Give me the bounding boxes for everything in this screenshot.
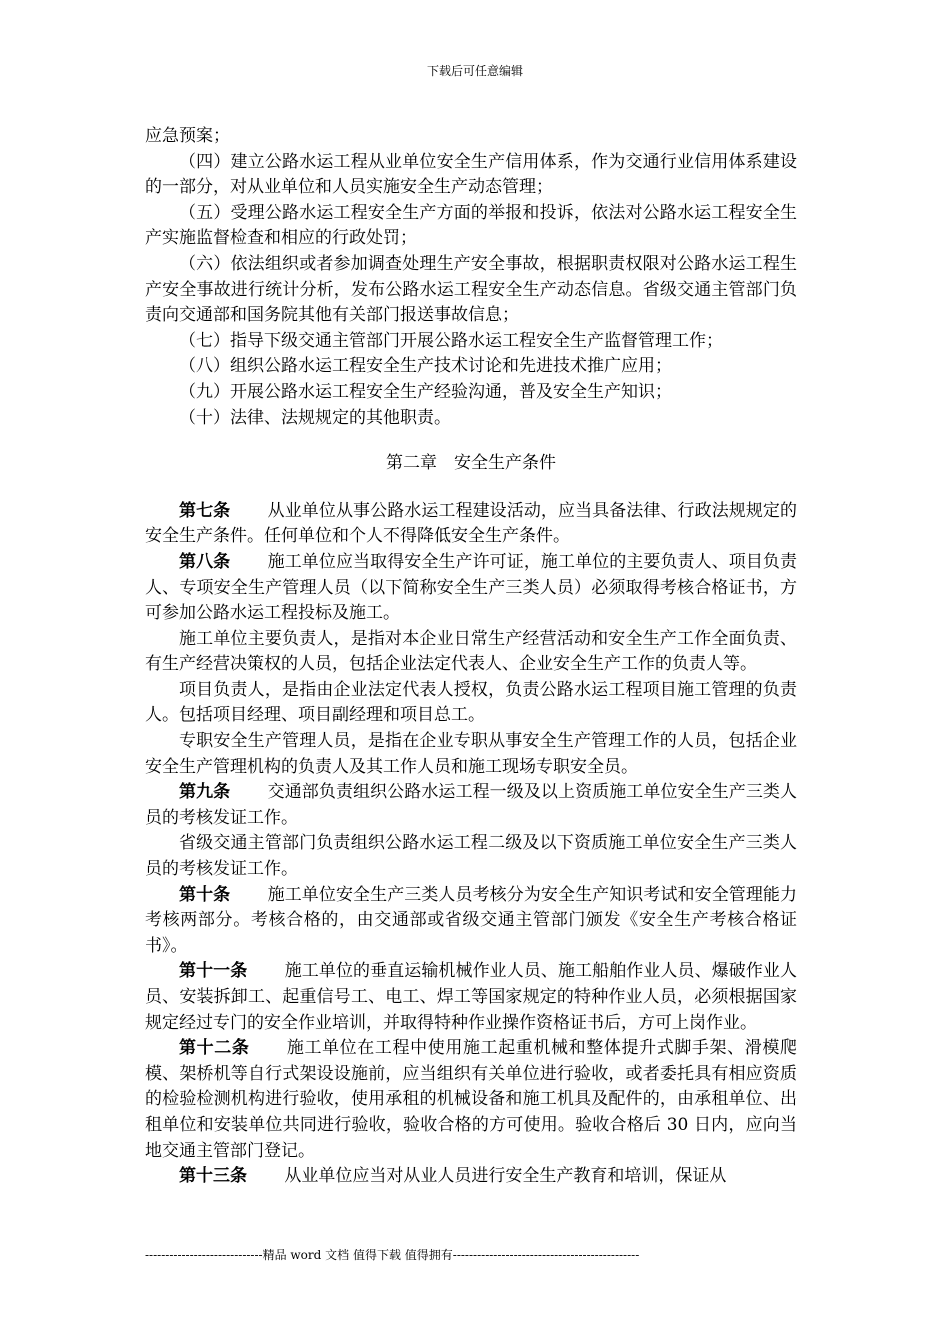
article-label: 第七条: [179, 500, 231, 521]
paragraph: （六）依法组织或者参加调查处理生产安全事故，根据职责权限对公路水运工程生产安全事故进行统计分析，发布公路水运工程安全生产动态信息。省级交通主管部门负责向交通部和国务院其他有关部门报送事故信息；: [145, 253, 797, 326]
article-text: 施工单位在工程中使用施工起重机械和整体提升式脚手架、滑模爬模、架桥机等自行式架设设施前，应当组织有关单位进行验收，或者委托具有相应资质的检验检测机构进行验收，使用承租的机械设备和施工机具及配件的，由承租单位、出租单位和安装单位共同进行验收，验收合格的方可使用。验收合格后 30 日内，应向当地交通主管部门登记。: [145, 1038, 798, 1161]
article-text: 从业单位从事公路水运工程建设活动，应当具备法律、行政法规规定的安全生产条件。任何单位和个人不得降低安全生产条件。: [145, 500, 798, 547]
page-footer: -----------------------------精品 word 文档 值得下载 值得拥有----------------------------------------------: [145, 1248, 640, 1262]
article-paragraph: 施工单位主要负责人，是指对本企业日常生产经营活动和安全生产工作全面负责、有生产经营决策权的人员，包括企业法定代表人、企业安全生产工作的负责人等。: [145, 628, 797, 675]
article-paragraph: [145, 499, 797, 550]
document-body: [145, 124, 797, 1190]
paragraph: （七）指导下级交通主管部门开展公路水运工程安全生产监督管理工作；: [179, 330, 723, 351]
article-paragraph: [145, 1164, 797, 1190]
article-label: 第九条: [179, 782, 231, 803]
article-text: 施工单位应当取得安全生产许可证，施工单位的主要负责人、项目负责人、专项安全生产管理人员（以下简称安全生产三类人员）必须取得考核合格证书，方可参加公路水运工程投标及施工。: [145, 551, 798, 624]
article-label: 第十二条: [179, 1038, 250, 1059]
paragraph: （十）法律、法规规定的其他职责。: [179, 407, 451, 428]
paragraph: 应急预案；: [145, 126, 230, 146]
article-paragraph: [145, 883, 797, 960]
page-header: 下载后可任意编辑: [426, 64, 523, 78]
article-paragraph: [145, 780, 797, 831]
article-paragraph: 专职安全生产管理人员，是指在企业专职从事安全生产管理工作的人员，包括企业安全生产管理机构的负责人及其工作人员和施工现场专职安全员。: [145, 731, 797, 777]
paragraph: （八）组织公路水运工程安全生产技术讨论和先进技术推广应用；: [179, 356, 672, 377]
article-paragraph: [145, 959, 797, 1036]
article-label: 第八条: [179, 551, 231, 572]
article-text: 从业单位应当对从业人员进行安全生产教育和培训，保证从: [284, 1166, 727, 1187]
article-label: 第十条: [179, 884, 231, 905]
article-paragraph: 省级交通主管部门负责组织公路水运工程二级及以下资质施工单位安全生产三类人员的考核发证工作。: [145, 833, 797, 880]
article-label: 第十一条: [179, 961, 248, 982]
article-text: 施工单位安全生产三类人员考核分为安全生产知识考试和安全管理能力考核两部分。考核合格的，由交通部或省级交通主管部门颁发《安全生产考核合格证书》。: [145, 884, 798, 956]
article-paragraph: [145, 550, 797, 627]
article-label: 第十三条: [179, 1166, 247, 1187]
paragraph: （九）开展公路水运工程安全生产经验沟通，普及安全生产知识；: [179, 381, 672, 402]
paragraph: （五）受理公路水运工程安全生产方面的举报和投诉，依法对公路水运工程安全生产实施监督检查和相应的行政处罚；: [145, 202, 797, 249]
article-text: 施工单位的垂直运输机械作业人员、施工船舶作业人员、爆破作业人员、安装拆卸工、起重信号工、电工、焊工等国家规定的特种作业人员，必须根据国家规定经过专门的安全作业培训，并取得特种作业操作资格证书后，方可上岗作业。: [145, 961, 798, 1033]
chapter-title: 第二章 安全生产条件: [386, 453, 556, 474]
article-paragraph: [145, 1036, 797, 1164]
paragraph: （四）建立公路水运工程从业单位安全生产信用体系，作为交通行业信用体系建设的一部分，对从业单位和人员实施安全生产动态管理；: [145, 151, 797, 198]
article-paragraph: 项目负责人，是指由企业法定代表人授权，负责公路水运工程项目施工管理的负责人。包括项目经理、项目副经理和项目总工。: [145, 679, 797, 726]
article-text: 交通部负责组织公路水运工程一级及以上资质施工单位安全生产三类人员的考核发证工作。: [145, 782, 798, 828]
